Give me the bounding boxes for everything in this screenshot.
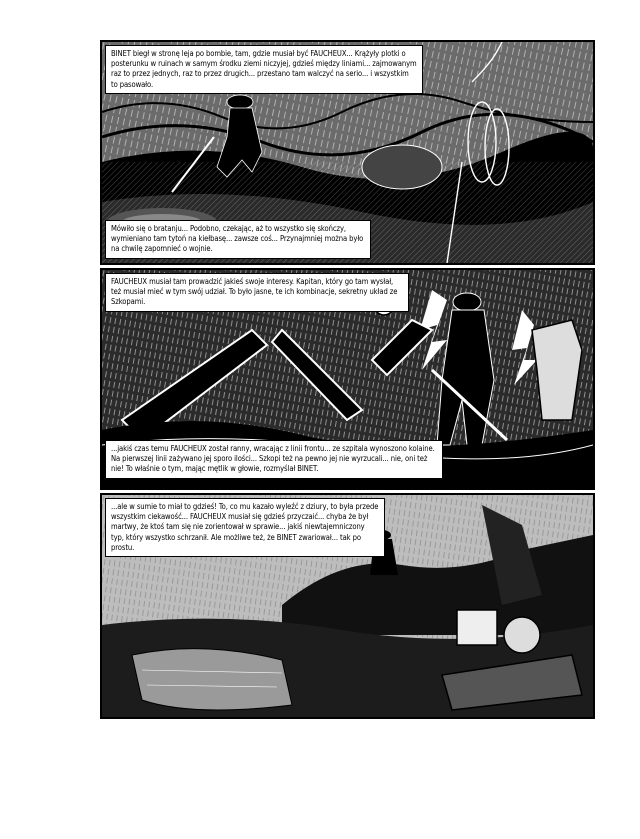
caption-narration: ...jakiś czas temu FAUCHEUX został ranny, wracając z linii frontu... ze szpitala wynoszono kolaine. Na pierwszej linii zażywano jej sporo ilości... Szkopi też na pewno jej nie wyrzucali... nie, oni też nie! To właśnie o tym, mając mętlik w głowie, rozmyślał BINET. — [105, 440, 443, 479]
caption-narration: ...ale w sumie to miał to gdzieś! To, co mu kazało wyleźć z dziury, to była przede wszystkim ciekawość... FAUCHEUX musiał się gdzieś przyczaić... chyba że był martwy, że ktoś tam się nie zorientował w sprawie... jakiś niewtajemniczony typ, który wszystko schrzanił. Ale możliwe też, że BINET zwariował... tak po prostu. — [105, 498, 385, 557]
panel-2 — [100, 268, 595, 490]
caption-narration: BINET biegł w stronę leja po bombie, tam, gdzie musiał być FAUCHEUX... Krążyły plotki o posterunku w ruinach w samym środku ziemi niczyjej, gdzieś między liniami... zajmowanym raz to przez jednych, raz to przez drugich... przestano tam walczyć na serio... i wszystkim to pasowało. — [105, 45, 423, 94]
panel-3 — [100, 493, 595, 719]
caption-narration: Mówiło się o bratanju... Podobno, czekając, aż to wszystko się skończy, wymieniano tam tytoń na kiełbasę... zawsze coś... Przynajmniej można było na chwilę zapomnieć o wojnie. — [105, 220, 371, 259]
panel-1 — [100, 40, 595, 265]
caption-narration: FAUCHEUX musiał tam prowadzić jakieś swoje interesy. Kapitan, który go tam wysłał, też musiał mieć w tym swój udział. To było jasne, te ich kombinacje, sekretny układ ze Szkopami. — [105, 273, 409, 312]
